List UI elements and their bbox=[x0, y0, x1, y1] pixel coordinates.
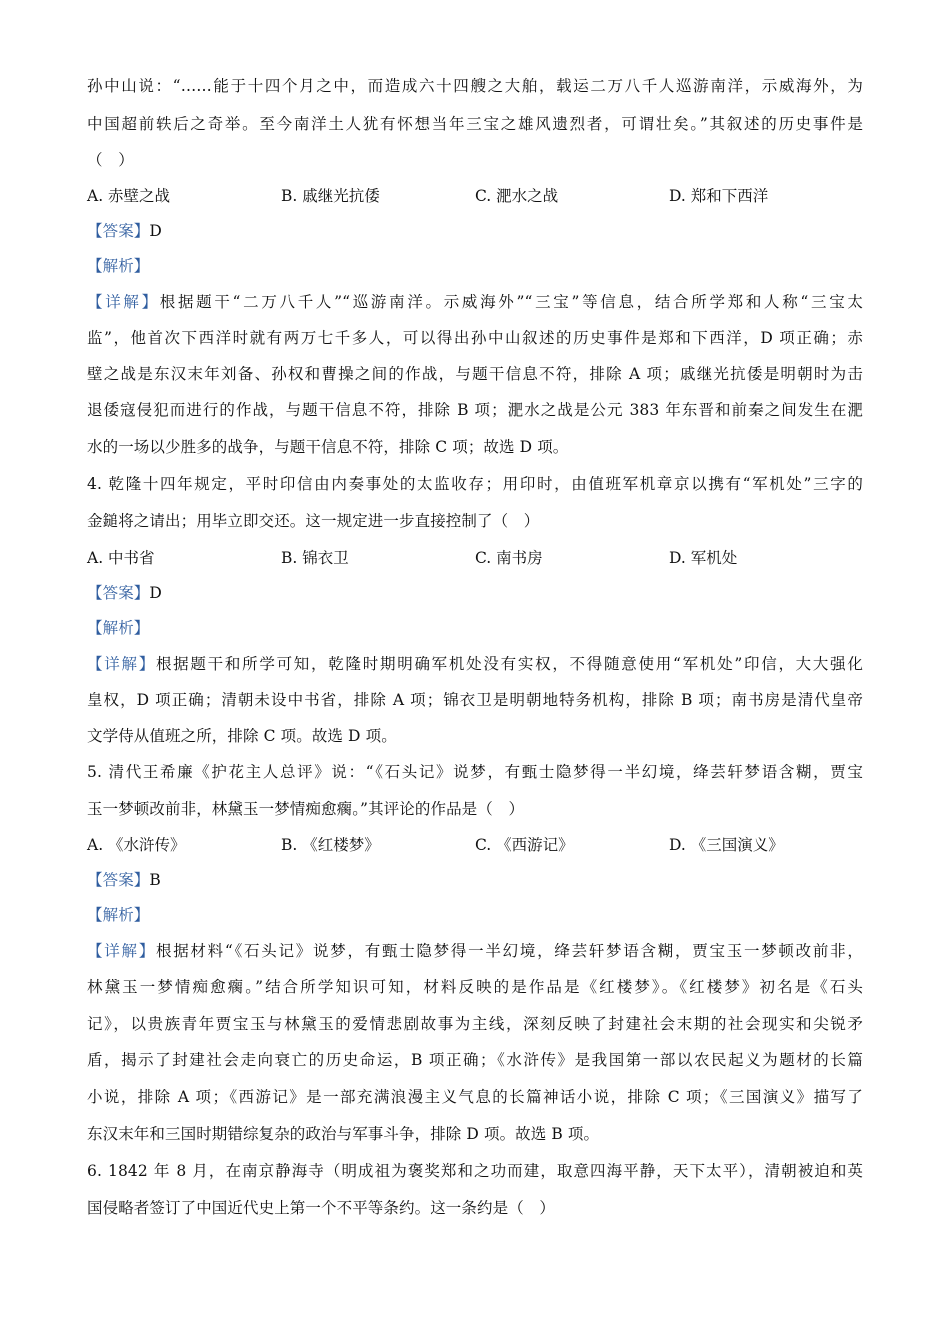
q5-detail-tag: 【详解】 bbox=[87, 942, 156, 960]
q3-detail-tag: 【详解】 bbox=[87, 293, 160, 311]
q4-analysis-tag: 【解析】 bbox=[87, 619, 150, 637]
q5-detail-line-5: 小说，排除 A 项；《西游记》是一部充满浪漫主义气息的长篇神话小说，排除 C 项；《三国演义》描写了 bbox=[87, 1088, 863, 1106]
q5-detail-line-1 bbox=[87, 940, 863, 962]
q3-option-a: A. 赤壁之战 bbox=[87, 187, 171, 205]
q3-answer: D bbox=[149, 222, 162, 240]
q6-stem-line-2: 国侵略者签订了中国近代史上第一个不平等条约。这一条约是（ ） bbox=[87, 1199, 556, 1217]
q5-option-b: B. 《红楼梦》 bbox=[281, 836, 380, 854]
q5-answer: B bbox=[149, 871, 161, 889]
q5-stem-line-2: 玉一梦顿改前非，林黛玉一梦情痴愈瘸。”其评论的作品是（ ） bbox=[87, 800, 525, 818]
q3-option-b: B. 戚继光抗倭 bbox=[281, 187, 380, 205]
q5-detail-text-1: 根据材料“《石头记》说梦，有甄士隐梦得一半幻境，绛芸轩梦语含糊，贾宝玉一梦顿改前非， bbox=[155, 942, 863, 960]
q3-option-c: C. 淝水之战 bbox=[475, 187, 559, 205]
q5-answer-tag: 【答案】 bbox=[87, 871, 150, 889]
q3-options bbox=[87, 185, 863, 207]
q5-options bbox=[87, 834, 863, 856]
q3-stem-line-2: 中国超前轶后之奇举。至今南洋土人犹有怀想当年三宝之雄风遗烈者，可谓壮矣。”其叙述的历史事件是 bbox=[87, 115, 863, 133]
q4-answer-line bbox=[87, 582, 863, 604]
q4-stem-line-2: 金鎚将之请出；用毕立即交还。这一规定进一步直接控制了（ ） bbox=[87, 512, 540, 530]
q4-options bbox=[87, 547, 863, 569]
q3-detail-line-2: 监”，他首次下西洋时就有两万七千多人，可以得出孙中山叙述的历史事件是郑和下西洋，D 项正确；赤 bbox=[87, 329, 863, 347]
q5-stem-line-1: 5. 清代王希廉《护花主人总评》说：“《石头记》说梦，有甄士隐梦得一半幻境，绛芸轩梦语含糊，贾宝 bbox=[87, 763, 863, 781]
q3-stem-line-3: （ ） bbox=[87, 151, 134, 169]
q4-detail-tag: 【详解】 bbox=[87, 655, 156, 673]
q4-answer: D bbox=[149, 584, 162, 602]
q6-stem-line-1: 6. 1842 年 8 月，在南京静海寺（明成祖为褒奖郑和之功而建，取意四海平静，天下太平），清朝被迫和英 bbox=[87, 1162, 863, 1180]
q3-detail-line-4: 退倭寇侵犯而进行的作战，与题干信息不符，排除 B 项；淝水之战是公元 383 年东晋和前秦之间发生在淝 bbox=[87, 401, 863, 419]
q3-detail-line-1 bbox=[87, 291, 863, 313]
q3-analysis-tag: 【解析】 bbox=[87, 257, 150, 275]
q5-detail-line-2: 林黛玉一梦情痴愈瘸。”结合所学知识可知，材料反映的是作品是《红楼梦》。《红楼梦》初名是《石头 bbox=[87, 978, 863, 996]
q5-option-c: C. 《西游记》 bbox=[475, 836, 574, 854]
q5-detail-line-4: 盾，揭示了封建社会走向衰亡的历史命运，B 项正确；《水浒传》是我国第一部以农民起义为题材的长篇 bbox=[87, 1051, 863, 1069]
q3-option-d: D. 郑和下西洋 bbox=[669, 187, 769, 205]
q3-answer-tag: 【答案】 bbox=[87, 222, 150, 240]
q5-option-a: A. 《水浒传》 bbox=[87, 836, 186, 854]
q5-answer-line bbox=[87, 869, 863, 891]
q3-detail-line-5: 水的一场以少胜多的战争，与题干信息不符，排除 C 项；故选 D 项。 bbox=[87, 438, 569, 456]
q5-analysis-line bbox=[87, 904, 863, 926]
q3-detail-line-3: 壁之战是东汉末年刘备、孙权和曹操之间的作战，与题干信息不符，排除 A 项；戚继光抗倭是明朝时为击 bbox=[87, 365, 863, 383]
q5-analysis-tag: 【解析】 bbox=[87, 906, 150, 924]
q4-option-a: A. 中书省 bbox=[87, 549, 155, 567]
q4-detail-line-1 bbox=[87, 653, 863, 675]
q4-detail-text-1: 根据题干和所学可知，乾隆时期明确军机处没有实权，不得随意使用“军机处”印信，大大强化 bbox=[155, 655, 863, 673]
q5-detail-line-6: 东汉末年和三国时期错综复杂的政治与军事斗争，排除 D 项。故选 B 项。 bbox=[87, 1125, 600, 1143]
q4-option-d: D. 军机处 bbox=[669, 549, 738, 567]
q4-detail-line-3: 文学侍从值班之所，排除 C 项。故选 D 项。 bbox=[87, 727, 397, 745]
q4-stem-line-1: 4. 乾隆十四年规定，平时印信由内奏事处的太监收存；用印时，由值班军机章京以携有“军机处”三字的 bbox=[87, 475, 863, 493]
q3-stem-line-1: 孙中山说：“……能于十四个月之中，而造成六十四艘之大舶，载运二万八千人巡游南洋，示威海外，为 bbox=[87, 77, 863, 95]
q4-analysis-line bbox=[87, 617, 863, 639]
q4-option-b: B. 锦衣卫 bbox=[281, 549, 349, 567]
q5-detail-line-3: 记》，以贵族青年贾宝玉与林黛玉的爱情悲剧故事为主线，深刻反映了封建社会末期的社会现实和尖锐矛 bbox=[87, 1015, 863, 1033]
q3-answer-line bbox=[87, 220, 863, 242]
q4-option-c: C. 南书房 bbox=[475, 549, 543, 567]
q4-answer-tag: 【答案】 bbox=[87, 584, 150, 602]
q3-detail-text-1: 根据题干“二万八千人”“巡游南洋。示威海外”“三宝”等信息，结合所学郑和人称“三宝太 bbox=[159, 293, 863, 311]
q5-option-d: D. 《三国演义》 bbox=[669, 836, 784, 854]
q3-analysis-line bbox=[87, 255, 863, 277]
q4-detail-line-2: 皇权，D 项正确；清朝未设中书省，排除 A 项；锦衣卫是明朝地特务机构，排除 B 项；南书房是清代皇帝 bbox=[87, 691, 863, 709]
